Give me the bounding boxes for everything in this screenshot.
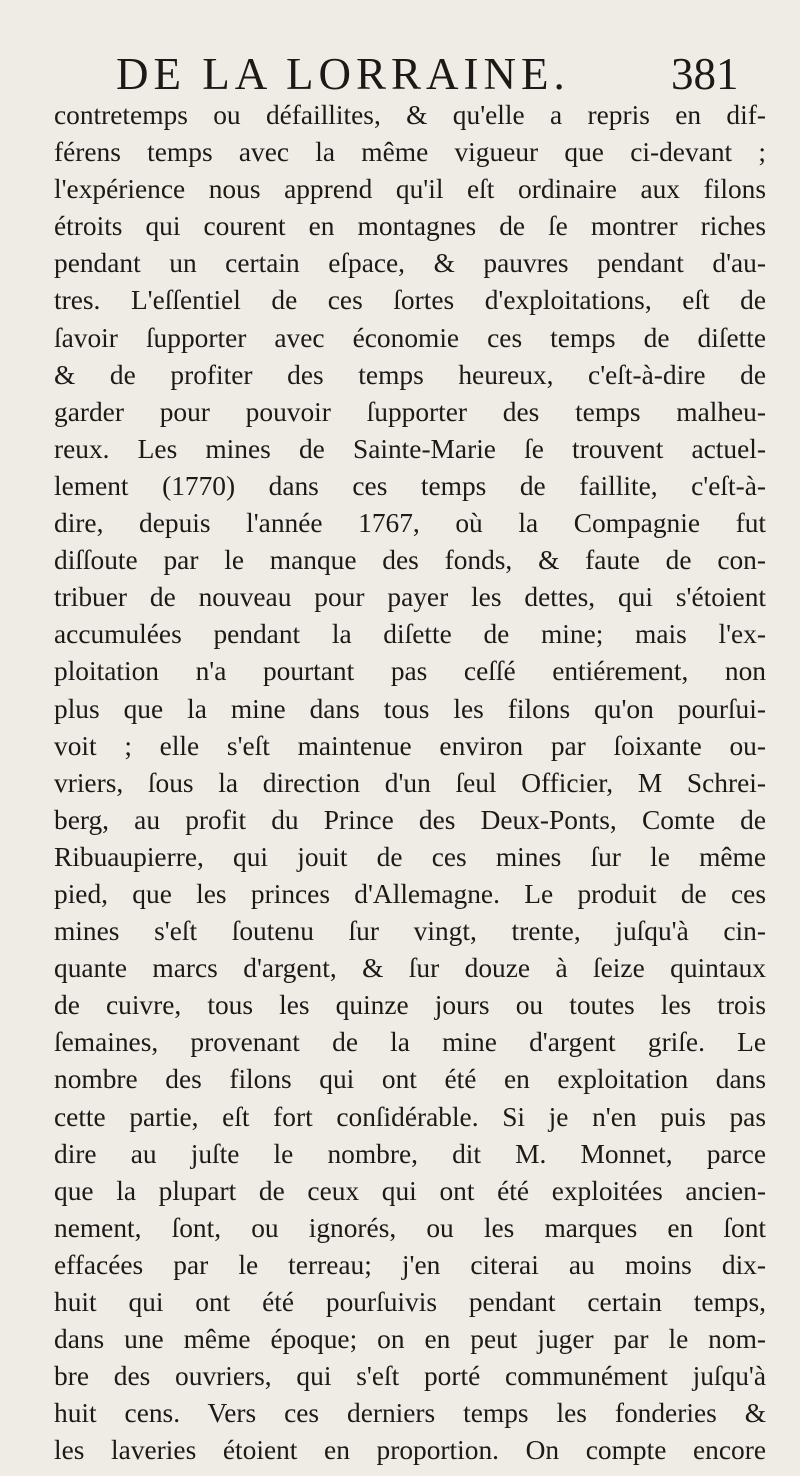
text-line: tres. L'eſſentiel de ces ſortes d'exploitations, eſt de	[54, 285, 766, 316]
text-line: les laveries étoient en proportion. On compte encore	[54, 1435, 766, 1466]
text-line: nement, ſont, ou ignorés, ou les marques en ſont	[54, 1212, 766, 1243]
text-line: ſemaines, provenant de la mine d'argent griſe. Le	[54, 1027, 766, 1058]
text-line: dans une même époque; on en peut juger par le nom-	[54, 1324, 766, 1355]
text-line: effacées par le terreau; j'en citerai au moins dix-	[54, 1249, 766, 1280]
text-line: que la plupart de ceux qui ont été exploitées ancien-	[54, 1175, 766, 1206]
text-line: diſſoute par le manque des fonds, & faute de con-	[54, 545, 766, 576]
text-line: ſavoir ſupporter avec économie ces temps de diſette	[54, 322, 766, 353]
text-line: huit qui ont été pourſuivis pendant certain temps,	[54, 1287, 766, 1317]
running-head	[0, 44, 800, 104]
text-line: huit cens. Vers ces derniers temps les fonderies &	[54, 1398, 766, 1429]
text-line: contretemps ou défaillites, & qu'elle a repris en dif-	[54, 100, 766, 130]
text-line: reux. Les mines de Sainte-Marie ſe trouvent actuel-	[54, 433, 766, 464]
text-line: de cuivre, tous les quinze jours ou toutes les trois	[54, 990, 766, 1021]
text-line: & de profiter des temps heureux, c'eſt-à-dire de	[54, 359, 766, 390]
text-line: garder pour pouvoir ſupporter des temps malheu-	[54, 396, 766, 427]
text-line: bre des ouvriers, qui s'eſt porté communément juſqu'à	[54, 1361, 766, 1392]
text-line: férens temps avec la même vigueur que ci-devant ;	[54, 137, 766, 168]
text-line: Ribuaupierre, qui jouit de ces mines ſur le même	[54, 841, 766, 872]
text-line: vriers, ſous la direction d'un ſeul Officier, M Schrei-	[54, 767, 766, 798]
text-line: l'expérience nous apprend qu'il eſt ordinaire aux filons	[54, 174, 766, 205]
text-line: ploitation n'a pourtant pas ceſſé entiérement, non	[54, 656, 766, 687]
text-line: cette partie, eſt fort conſidérable. Si je n'en puis pas	[54, 1101, 766, 1132]
text-line: accumulées pendant la diſette de mine; mais l'ex-	[54, 619, 766, 650]
running-title: DE LA LORRAINE.	[116, 49, 570, 99]
text-line: nombre des filons qui ont été en exploitation dans	[54, 1064, 766, 1095]
body-text	[54, 97, 766, 1469]
text-line: pied, que les princes d'Allemagne. Le produit de ces	[54, 878, 766, 909]
text-line: mines s'eſt ſoutenu ſur vingt, trente, juſqu'à cin-	[54, 916, 766, 947]
text-line: dire, depuis l'année 1767, où la Compagnie fut	[54, 508, 766, 539]
page-number: 381	[671, 49, 739, 99]
text-line: dire au juſte le nombre, dit M. Monnet, parce	[54, 1138, 766, 1169]
text-line: quante marcs d'argent, & ſur douze à ſeize quintaux	[54, 953, 766, 984]
text-line: pendant un certain eſpace, & pauvres pendant d'au-	[54, 248, 766, 279]
text-line: berg, au profit du Prince des Deux-Ponts, Comte de	[54, 804, 766, 835]
text-line: tribuer de nouveau pour payer les dettes, qui s'étoient	[54, 582, 766, 613]
text-line: plus que la mine dans tous les filons qu'on pourſui-	[54, 693, 766, 724]
text-line: lement (1770) dans ces temps de faillite, c'eſt-à-	[54, 470, 766, 501]
text-line: voit ; elle s'eſt maintenue environ par ſoixante ou-	[54, 730, 766, 761]
text-line: étroits qui courent en montagnes de ſe montrer riches	[54, 211, 766, 242]
